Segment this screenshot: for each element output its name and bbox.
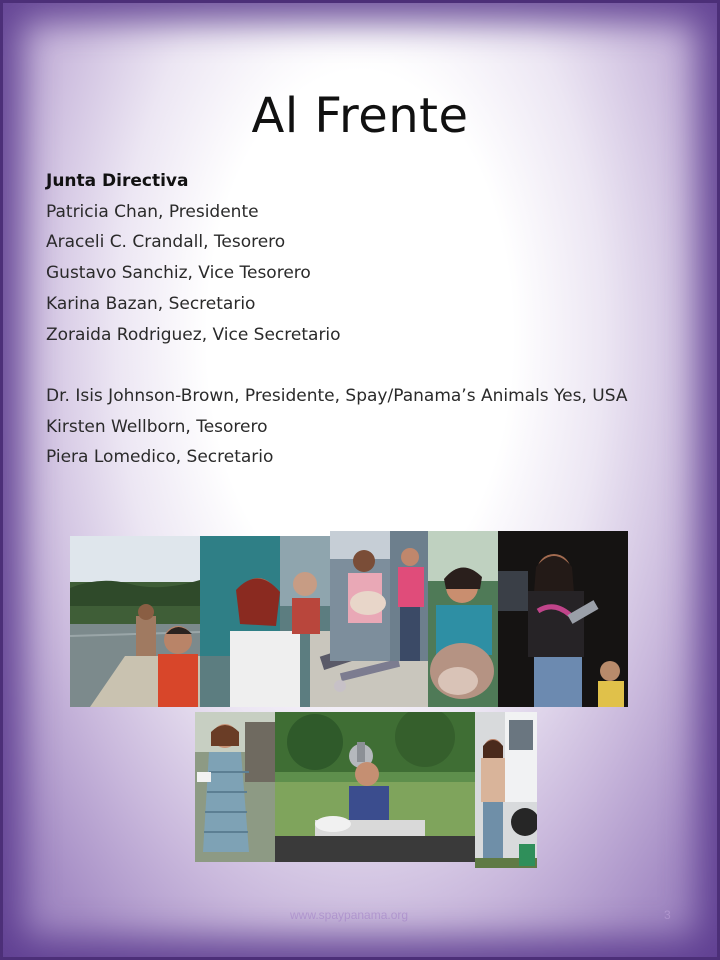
photo-woman-holding-dog [330,531,430,661]
photo-woman-night [498,531,628,707]
usa-board-member: Piera Lomedico, Secretario [46,447,274,468]
board-member: Araceli C. Crandall, Tesorero [46,232,286,253]
photo-woman-truck [475,712,537,868]
photo-outdoor-surgery [275,712,475,862]
photo-woman-dress [195,712,275,862]
board-list [46,166,686,473]
board-heading: Junta Directiva [46,171,189,191]
board-member: Karina Bazan, Secretario [46,293,256,314]
board-member: Gustavo Sanchiz, Vice Tesorero [46,263,311,284]
board-member: Zoraida Rodriguez, Vice Secretario [46,324,341,345]
list-spacer [46,350,686,381]
slide-title: Al Frente [251,88,469,144]
footer-url: www.spaypanama.org [290,908,409,922]
page-number: 3 [664,908,671,922]
photo-river-boat [70,536,200,707]
usa-board-member: Dr. Isis Johnson-Brown, Presidente, Spay/Panama’s Animals Yes, USA [46,385,628,406]
board-member: Patricia Chan, Presidente [46,201,259,222]
photo-woman-with-cat [428,531,498,707]
usa-board-member: Kirsten Wellborn, Tesorero [46,416,268,437]
